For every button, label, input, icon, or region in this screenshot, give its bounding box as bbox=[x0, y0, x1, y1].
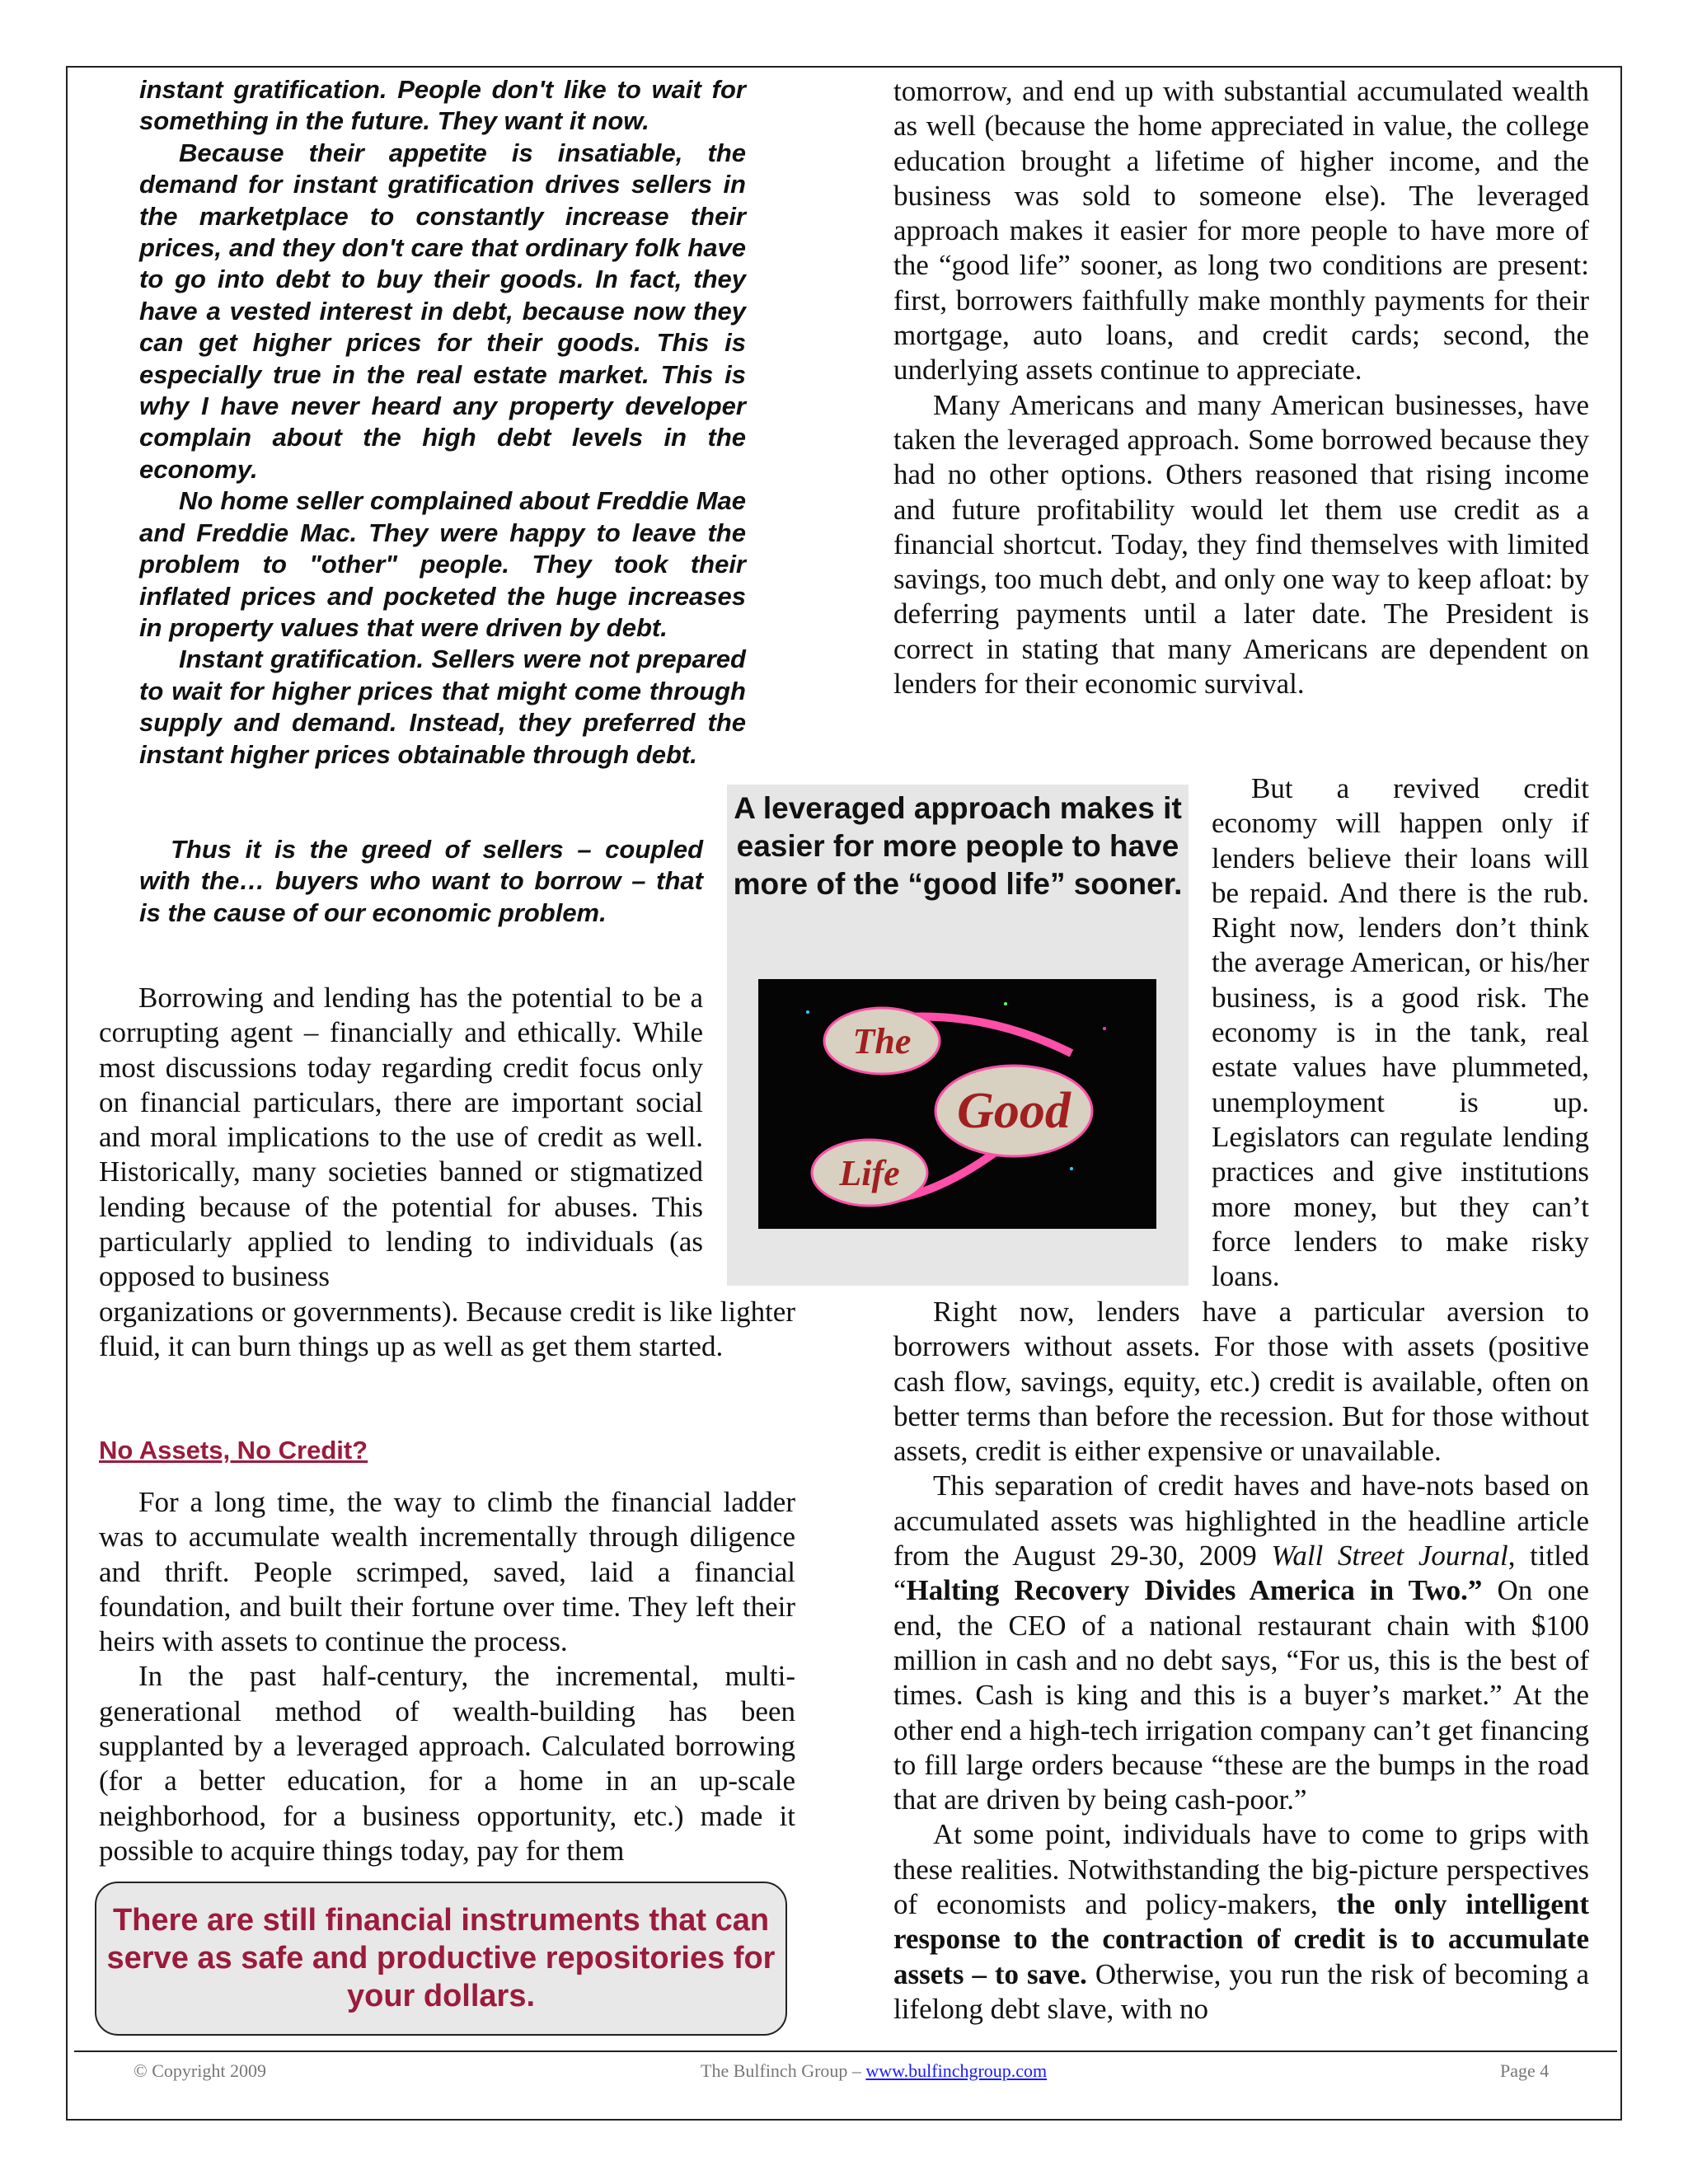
body-para: For a long time, the way to climb the financial ladder was to accumulate wealth incrementally through diligence and thrift. People scrimped, saved, laid a financial foundation, and built their fortune over time. They left their heirs with assets to continue the process. bbox=[99, 1486, 795, 1658]
right-body-lower bbox=[893, 1295, 1589, 2027]
good-life-image bbox=[758, 979, 1156, 1229]
image-word: Good bbox=[957, 1083, 1071, 1139]
italic-quote-block bbox=[139, 74, 746, 771]
right-body-top bbox=[893, 74, 1589, 701]
footer-link[interactable]: www.bulfinchgroup.com bbox=[865, 2060, 1048, 2081]
italic-para: Instant gratification. Sellers were not prepared to wait for higher prices that might come through supply and demand. Instead, they preferred the instant higher prices obtainable through debt. bbox=[139, 644, 746, 769]
body-para: tomorrow, and end up with substantial accumulated wealth as well (because the home appreciated in value, the college education brought a lifetime of higher income, and the business was sold to someone else). The leveraged approach makes it easier for more people to have more of the “good life” sooner, as long two conditions are present: first, borrowers faithfully make monthly payments for their mortgage, auto loans, and credit cards; second, the underlying assets continue to appreciate. bbox=[893, 75, 1589, 387]
section-heading: No Assets, No Credit? bbox=[99, 1436, 368, 1465]
body-para: In the past half-century, the incremental, multi-generational method of wealth-building has been supplanted by a leveraged approach. Calculated borrowing (for a better education, for a home in an up-scale neighborhood, for a business opportunity, etc.) made it possible to acquire things today, pay for them bbox=[99, 1660, 795, 1867]
italic-para: Thus it is the greed of sellers – coupled with the… buyers who want to borrow – that is the cause of our economic problem. bbox=[139, 835, 703, 927]
italic-para: No home seller complained about Freddie Mae and Freddie Mac. They were happy to leave the problem to "other" people. They took their inflated prices and pocketed the huge increases in property values that were driven by debt. bbox=[139, 486, 746, 642]
image-word: The bbox=[852, 1021, 912, 1062]
body-para: Many Americans and many American businesses, have taken the leveraged approach. Some borrowed because they had no other options. Others reasoned that rising income and future profitability would let them use credit as a financial shortcut. Today, they find themselves with limited savings, too much debt, and only one way to keep afloat: by deferring payments until a later date. The President is correct in stating that many Americans are dependent on lenders for their economic survival. bbox=[893, 388, 1589, 701]
italic-para: Because their appetite is insatiable, the demand for instant gratification drives sellers in the marketplace to constantly increase their prices, and they don't care that ordinary folk have to go into debt to buy their goods. In fact, they have a vested interest in debt, because now they can get higher prices for their goods. This is especially true in the real estate market. This is why I have never heard any property developer complain about the high debt levels in the economy. bbox=[139, 138, 746, 484]
italic-para: instant gratification. People don't like to wait for something in the future. They want it now. bbox=[139, 75, 746, 136]
pull-quote-box bbox=[727, 785, 1189, 1286]
footer-group: The Bulfinch Group – www.bulfinchgroup.com bbox=[701, 2060, 1048, 2081]
footer-copyright: © Copyright 2009 bbox=[134, 2060, 266, 2081]
pull-quote-text: A leveraged approach makes it easier for more people to have more of the “good life” sooner. bbox=[733, 791, 1183, 901]
left-body-lower bbox=[99, 1485, 795, 1868]
right-narrow-paragraph: But a revived credit economy will happen only if lenders believe their loans will be repaid. And there is the rub. Right now, lenders don’t think the average American, or his/her business, is a good risk. The economy is in the tank, real estate values have plummeted, unemployment is up. Legislators can regulate lending practices and give institutions more money, but they can’t force lenders to make risky loans. bbox=[1212, 772, 1589, 1293]
image-word: Life bbox=[839, 1153, 900, 1193]
callout-text: There are still financial instruments that can serve as safe and productive repositories for your dollars. bbox=[106, 1903, 776, 2013]
footer-rule bbox=[74, 2050, 1617, 2052]
borrowing-paragraph: Borrowing and lending has the potential to be a corrupting agent – financially and ethically. While most discussions today regarding credit focus only on financial particulars, there are important social and moral implications to the use of credit as well. Historically, many societies banned or stigmatized lending because of the potential for abuses. This particularly applied to lending to individuals (as opposed to business bbox=[99, 982, 703, 1293]
body-para: Right now, lenders have a particular aversion to borrowers without assets. For those with assets (positive cash flow, savings, equity, etc.) credit is available, often on better terms than before the recession. But for those without assets, credit is either expensive or unavailable. bbox=[893, 1296, 1589, 1468]
good-life-graphic bbox=[758, 979, 1156, 1229]
rounded-callout bbox=[95, 1882, 787, 2036]
body-para: This separation of credit haves and have-nots based on accumulated assets was highlighted in the headline article from the August 29-30, 2009 Wall Street Journal, titled “Halting Recovery Divides America in Two.” On one end, the CEO of a national restaurant chain with $100 million in cash and no debt says, “For us, this is the best of times. Cash is king and this is a buyer’s market.” At the other end a high-tech irrigation company can’t get financing to fill large orders because “these are the bumps in the road that are driven by being cash-poor.” bbox=[893, 1469, 1590, 1816]
italic-quote-closing bbox=[139, 834, 703, 929]
footer-page-number: Page 4 bbox=[1500, 2060, 1550, 2081]
borrowing-paragraph-cont: organizations or governments). Because credit is like lighter fluid, it can burn things up as well as get them started. bbox=[99, 1296, 795, 1363]
body-para: At some point, individuals have to come to grips with these realities. Notwithstanding the big-picture perspectives of economists and policy-makers, the only intelligent response to the contraction of credit is to accumulate assets – to save. Otherwise, you run the risk of becoming a lifelong debt slave, with no bbox=[893, 1818, 1589, 2025]
